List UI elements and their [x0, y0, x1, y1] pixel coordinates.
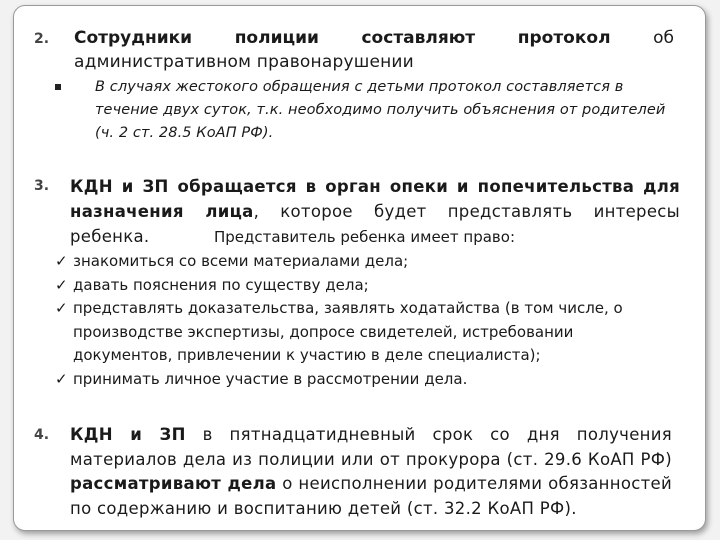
checkmark-icon: ✓: [55, 369, 68, 388]
rights-list-item: [55, 297, 675, 368]
item4-paragraph: [70, 423, 672, 521]
square-bullet-icon: [55, 84, 61, 90]
rights-list-item: [55, 274, 675, 298]
checkmark-icon: ✓: [55, 252, 68, 270]
item4-bold1: КДН и ЗП: [70, 425, 186, 444]
rights-item-text: знакомиться со всеми материалами дела;: [73, 252, 409, 270]
item2-word: Сотрудники: [74, 28, 193, 48]
item2-word: протокол: [517, 28, 611, 48]
item4-bold2: рассматривают дела: [70, 474, 277, 493]
rights-item-text: давать пояснения по существу дела;: [73, 275, 369, 294]
item3-bold-text: КДН и ЗП обращается в орган опеки и попечительства для назначения лица: [70, 177, 680, 221]
item2-word: полиции: [234, 28, 319, 48]
item2-heading-line1: [74, 28, 674, 48]
item4-text2: о неисполнении родителями обязанностей по содержанию и воспитанию детей (ст. 32.2 КоАП РФ).: [70, 474, 673, 518]
checkmark-icon: ✓: [55, 275, 68, 294]
item2-word: составляют: [361, 28, 476, 48]
item2-heading-line2: административном правонарушении: [74, 52, 414, 72]
item2-note: В случаях жестокого обращения с детьми протокол составляется в течение двух суток, т.к. необходимо получить объяснения от родителей (ч. 2 ст. 28.5 КоАП РФ).: [95, 79, 666, 141]
item3-rest-text: , которое будет представлять интересы ребенка.: [70, 202, 680, 246]
rights-list-item: [55, 368, 675, 392]
rights-title: Представитель ребенка имеет право:: [214, 228, 516, 246]
rights-list-item: [55, 250, 675, 274]
rights-list: [55, 250, 675, 391]
item-number-3: 3.: [34, 178, 50, 194]
item4-text1: в пятнадцатидневный срок со дня получения материалов дела из полиции или от прокурора (ст. 29.6 КоАП РФ): [70, 425, 672, 469]
rights-item-text: представлять доказательства, заявлять ходатайства (в том числе, о производстве экспертизы, допросе свидетелей, истребовании документов, привлечении к участию в деле специалиста);: [73, 299, 623, 364]
item-number-4: 4.: [34, 427, 50, 443]
rights-item-text: принимать личное участие в рассмотрении дела.: [73, 369, 468, 388]
checkmark-icon: ✓: [55, 299, 68, 317]
item-number-2: 2.: [34, 31, 50, 47]
item2-word: об: [653, 28, 674, 48]
